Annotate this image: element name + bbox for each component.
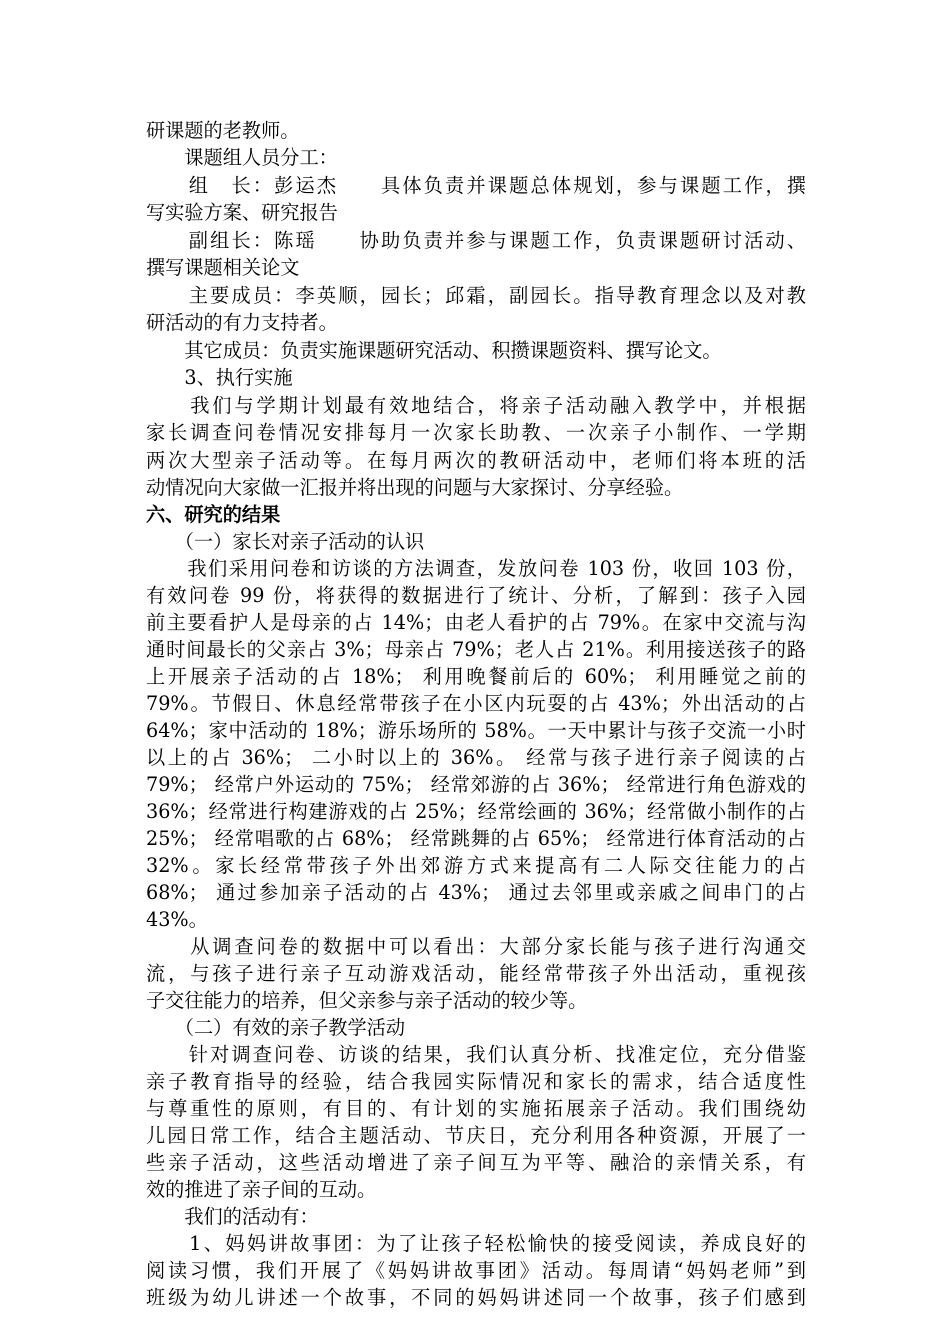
text-line: 两次大型亲子活动等。在每月两次的教研活动中，老师们将本班的活 <box>146 449 806 472</box>
text-line: 研活动的有力支持者。 <box>146 311 338 334</box>
text-line: 我们与学期计划最有效地结合，将亲子活动融入教学中，并根据 <box>146 394 806 417</box>
text-line: 有效问卷 99 份，将获得的数据进行了统计、分析，了解到：孩子入园 <box>146 584 806 607</box>
text-line: 组 长：彭运杰 具体负责并课题总体规划，参与课题工作，撰 <box>146 174 806 197</box>
text-line: 68%； 通过参加亲子活动的占 43%； 通过去邻里或亲戚之间串门的占 <box>146 881 806 904</box>
text-line: 64%；家中活动的 18%；游乐场所的 58%。一天中累计与孩子交流一小时 <box>146 719 806 742</box>
text-line: 子交往能力的培养，但父亲参与亲子活动的较少等。 <box>146 989 588 1012</box>
text-line: 79%； 经常户外运动的 75%； 经常郊游的占 36%； 经常进行角色游戏的 <box>146 773 806 796</box>
text-line: 课题组人员分工： <box>146 146 338 169</box>
subsection-heading: （一）家长对亲子活动的认识 <box>146 530 425 553</box>
text-line: 前主要看护人是母亲的占 14%；由老人看护的占 79%。在家中交流与沟 <box>146 611 806 634</box>
text-line: 流，与孩子进行亲子互动游戏活动，能经常带孩子外出活动，重视孩 <box>146 962 806 985</box>
text-line: 以上的占 36%； 二小时以上的 36%。 经常与孩子进行亲子阅读的占 <box>146 746 806 769</box>
text-line: 79%。节假日、休息经常带孩子在小区内玩耍的占 43%；外出活动的占 <box>146 692 806 715</box>
section-heading: 六、研究的结果 <box>146 503 281 526</box>
text-line: 副组长：陈瑶 协助负责并参与课题工作，负责课题研讨活动、 <box>146 229 806 252</box>
text-line: 32%。家长经常带孩子外出郊游方式来提高有二人际交往能力的占 <box>146 854 806 877</box>
text-line: 主要成员：李英顺，园长；邱霜，副园长。指导教育理念以及对教 <box>146 284 806 307</box>
text-line: 从调查问卷的数据中可以看出：大部分家长能与孩子进行沟通交 <box>146 935 806 958</box>
text-line: 1、妈妈讲故事团：为了让孩子轻松愉快的接受阅读，养成良好的 <box>146 1232 806 1255</box>
text-line: 上开展亲子活动的占 18%； 利用晚餐前后的 60%； 利用睡觉之前的 <box>146 665 806 688</box>
text-line: 研课题的老教师。 <box>146 119 300 142</box>
text-line: 通时间最长的父亲占 3%；母亲占 79%；老人占 21%。利用接送孩子的路 <box>146 638 806 661</box>
text-line: 班级为幼儿讲述一个故事，不同的妈妈讲述同一个故事，孩子们感到 <box>146 1286 806 1309</box>
text-line: 家长调查问卷情况安排每月一次家长助教、一次亲子小制作、一学期 <box>146 421 806 444</box>
text-line: 针对调查问卷、访谈的结果，我们认真分析、找准定位，充分借鉴 <box>146 1043 806 1066</box>
text-line: 25%； 经常唱歌的占 68%； 经常跳舞的占 65%； 经常进行体育活动的占 <box>146 827 806 850</box>
text-line: 3、执行实施 <box>146 366 293 389</box>
text-line: 阅读习惯，我们开展了《妈妈讲故事团》活动。每周请“妈妈老师”到 <box>146 1259 806 1282</box>
text-line: 儿园日常工作，结合主题活动、节庆日，充分利用各种资源，开展了一 <box>146 1124 806 1147</box>
text-line: 亲子教育指导的经验，结合我园实际情况和家长的需求，结合适度性 <box>146 1070 806 1093</box>
text-line: 其它成员：负责实施课题研究活动、积攒课题资料、撰写论文。 <box>146 339 722 362</box>
text-line: 43%。 <box>146 908 208 931</box>
text-line: 写实验方案、研究报告 <box>146 201 338 224</box>
text-line: 动情况向大家做一汇报并将出现的问题与大家探讨、分享经验。 <box>146 476 684 499</box>
text-line: 我们采用问卷和访谈的方法调查，发放问卷 103 份，收回 103 份， <box>146 557 806 580</box>
text-line: 些亲子活动，这些活动增进了亲子间互为平等、融洽的亲情关系，有 <box>146 1151 806 1174</box>
text-line: 与尊重性的原则，有目的、有计划的实施拓展亲子活动。我们围绕幼 <box>146 1097 806 1120</box>
text-line: 36%；经常进行构建游戏的占 25%；经常绘画的 36%；经常做小制作的占 <box>146 800 806 823</box>
text-line: 效的推进了亲子间的互动。 <box>146 1178 377 1201</box>
text-line: 我们的活动有： <box>146 1205 319 1228</box>
text-line: 撰写课题相关论文 <box>146 256 300 279</box>
subsection-heading: （二）有效的亲子教学活动 <box>146 1016 406 1039</box>
